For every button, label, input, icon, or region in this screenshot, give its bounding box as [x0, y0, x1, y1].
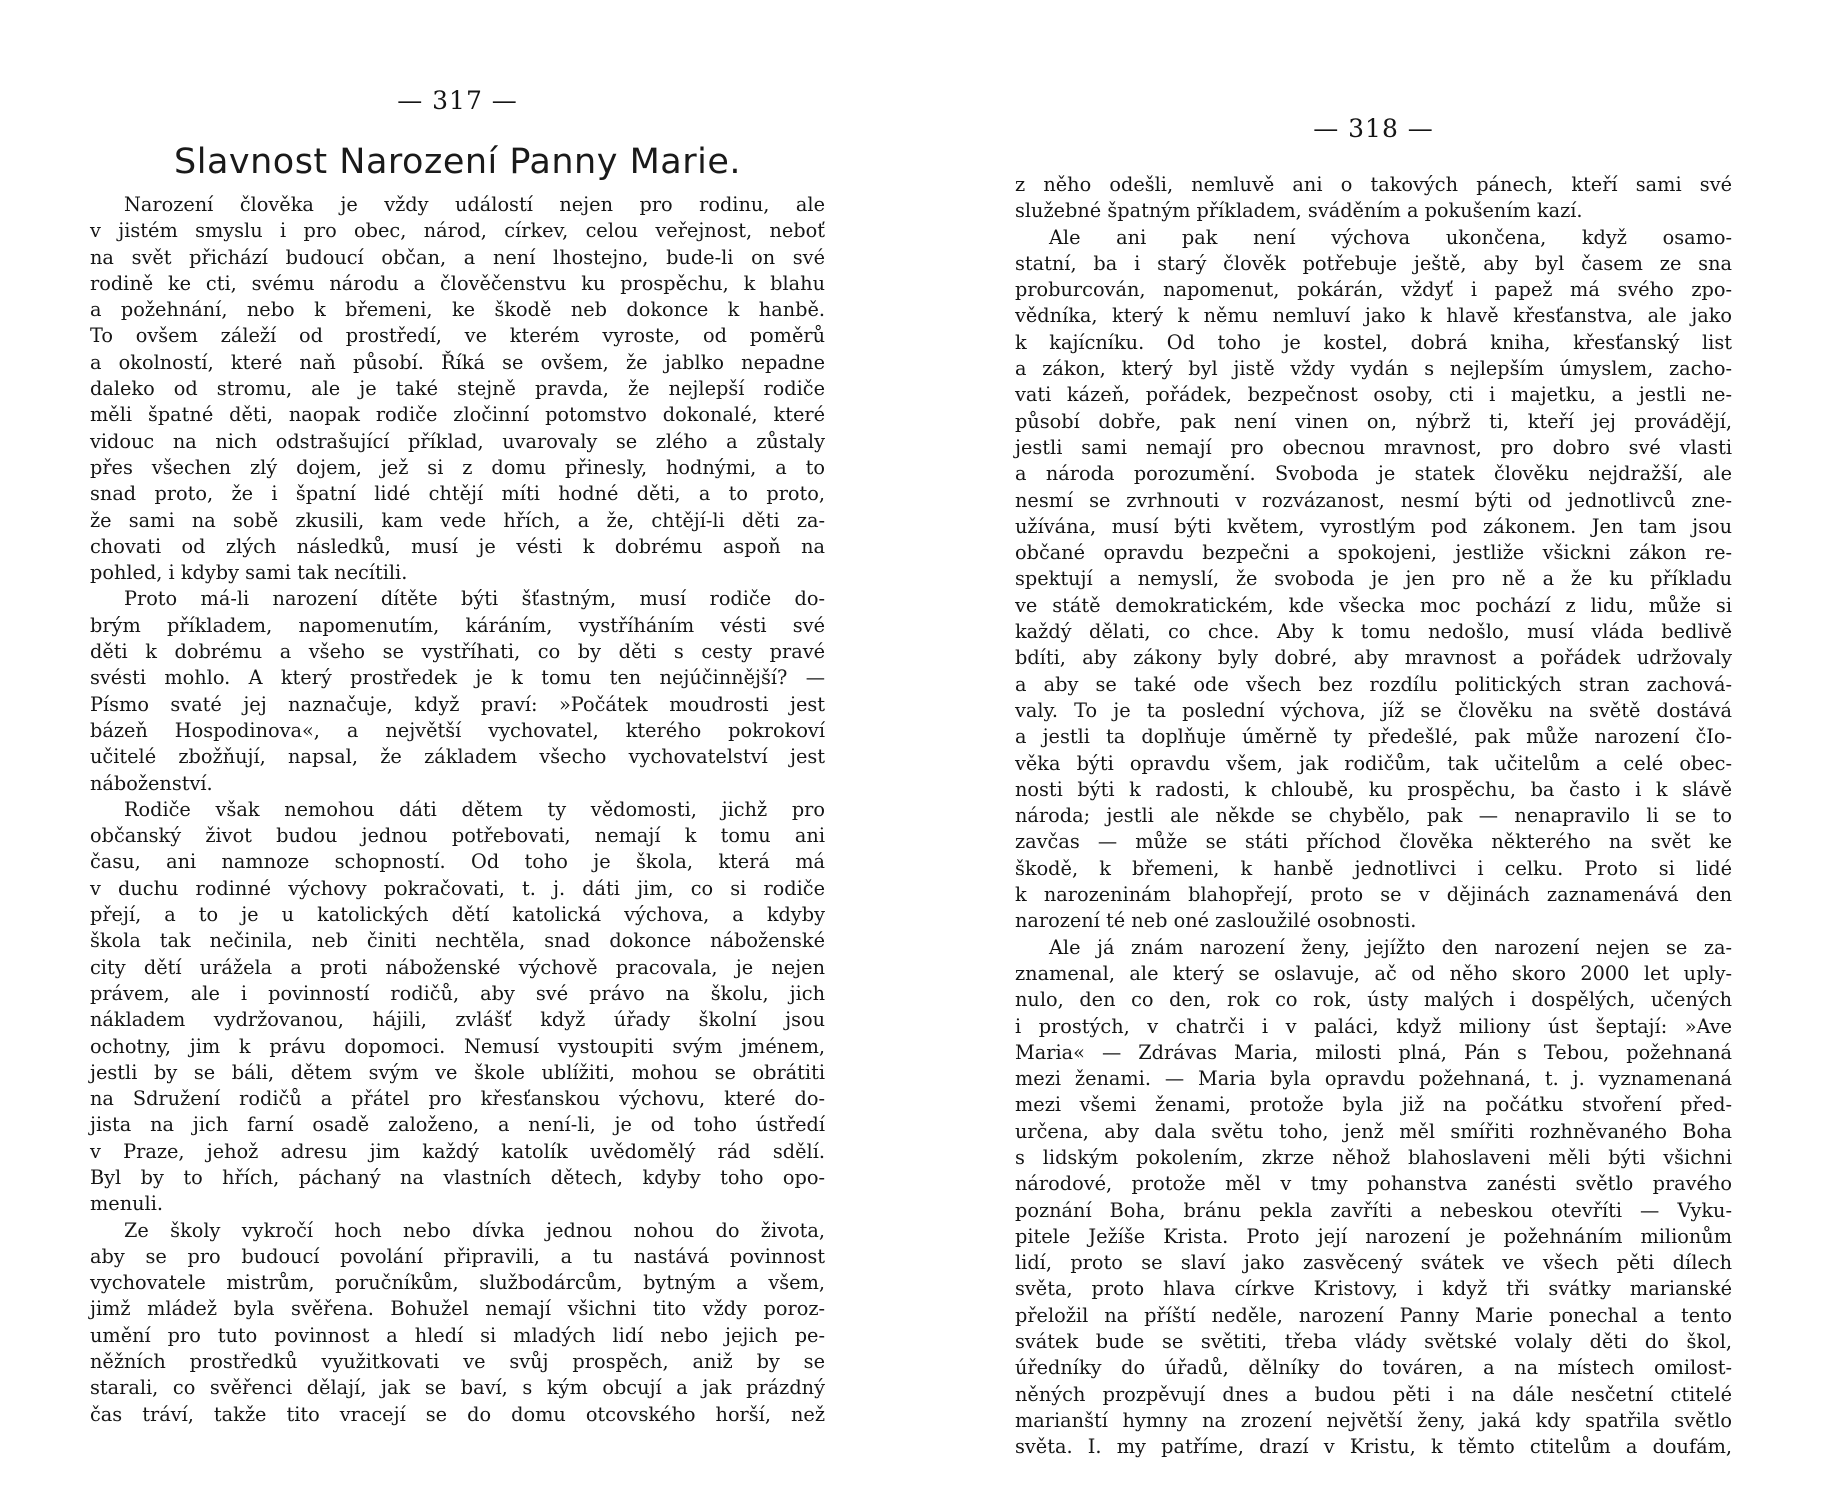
text-line: Ze školy vykročí hoch nebo dívka jednou nohou do života,	[124, 1218, 825, 1242]
text-line: a jestli ta doplňuje úměrně ty předešlé, pak může narození čIo-	[1015, 725, 1732, 749]
text-line: statní, ba i starý člověk potřebuje ještě, aby byl časem ze sna	[1015, 251, 1732, 275]
text-line: a národa porozumění. Svoboda je statek člověku nejdražší, ale	[1015, 462, 1732, 486]
text-line: vidouc na nich odstrašující příklad, uvarovaly se zlého a zůstaly	[90, 429, 825, 453]
right-page-text	[1015, 172, 1732, 1461]
text-line: v duchu rodinné výchovy pokračovati, t. j. dáti jim, co si rodiče	[90, 876, 825, 900]
text-line: na Sdružení rodičů a přátel pro křesťanskou výchovu, které do-	[90, 1087, 825, 1111]
text-line: zavčas — může se státi příchod člověka některého na svět ke	[1015, 830, 1732, 854]
text-line: čas tráví, takže tito vracejí se do domu otcovského horší, než	[90, 1402, 825, 1426]
text-line: a požehnání, nebo k břemeni, ke škodě neb dokonce k hanbě.	[90, 298, 825, 322]
text-line: Ale ani pak není výchova ukončena, když osamo-	[1049, 225, 1732, 249]
text-line: city dětí urážela a proti náboženské výchově pracovala, je nejen	[90, 955, 825, 979]
text-line: nulo, den co den, rok co rok, ústy malých i dospělých, učených	[1015, 988, 1732, 1012]
text-line: pitele Ježíše Krista. Proto její narození je požehnáním milionům	[1015, 1224, 1732, 1248]
text-line: na svět přichází budoucí občan, a není lhostejno, bude-li on své	[90, 245, 825, 269]
text-line: nosti býti k radosti, k chloubě, ku prospěchu, ba často i k slávě	[1015, 777, 1732, 801]
text-line: narození té neb oné zasloužilé osobnosti.	[1015, 909, 1417, 933]
text-line: úředníky do úřadů, dělníky do továren, a na místech omilost-	[1015, 1356, 1732, 1380]
text-line: snad proto, že i špatní lidé chtějí míti hodné děti, a to proto,	[90, 482, 825, 506]
text-line: bázeň Hospodinova«, a největší vychovatel, kterého pokrokoví	[90, 718, 825, 742]
text-line: vychovatele mistrům, poručníkům, službodárcům, bytným a všem,	[90, 1271, 825, 1295]
text-line: přes všechen zlý dojem, jež si z domu přinesly, hodnými, a to	[90, 455, 825, 479]
text-line: občané opravdu bezpečni a spokojeni, jestliže všickni zákon re-	[1015, 541, 1732, 565]
text-line: děti k dobrému a všeho se vystříhati, co by děti s cesty pravé	[90, 640, 825, 664]
text-line: mezi ženami. — Maria byla opravdu požehnaná, t. j. vyznamenaná	[1015, 1067, 1732, 1091]
text-line: nesmí se zvrhnouti v rozvázanost, nesmí býti od jednotlivců zne-	[1015, 488, 1732, 512]
text-line: jestli sami nemají pro obecnou mravnost, pro dobro své vlasti	[1015, 435, 1732, 459]
text-line: měli špatné děti, naopak rodiče zločinní potomstvo dokonalé, které	[90, 403, 825, 427]
text-line: vědníka, který k němu nemluví jako k hlavě křesťanstva, ale jako	[1015, 304, 1732, 328]
text-line: aby se pro budoucí povolání připravili, a tu nastává povinnost	[90, 1244, 825, 1268]
text-line: světa, proto hlava církve Kristovy, i když tři svátky marianské	[1015, 1277, 1732, 1301]
text-line: znamenal, ale který se oslavuje, ač od něho skoro 2000 let uply-	[1015, 961, 1732, 985]
text-line: přejí, a to je u katolických dětí katolická výchova, a kdyby	[90, 903, 825, 927]
text-line: Ale já znám narození ženy, jejížto den narození nejen se za-	[1049, 935, 1732, 959]
text-line: světa. I. my patříme, drazí v Kristu, k těmto ctitelům a doufám,	[1015, 1435, 1732, 1459]
text-line: nákladem vydržovanou, hájili, zvlášť když úřady školní jsou	[90, 1008, 825, 1032]
text-line: k kajícníku. Od toho je kostel, dobrá kniha, křesťanský list	[1015, 330, 1732, 354]
left-page-text	[90, 192, 825, 1428]
article-title: Slavnost Narození Panny Marie.	[174, 142, 741, 182]
text-line: národové, protože měl v tmy pohanstva zanésti světlo pravého	[1015, 1172, 1732, 1196]
text-line: z něho odešli, nemluvě ani o takových pánech, kteří sami své	[1015, 173, 1732, 196]
text-line: Narození člověka je vždy událostí nejen pro rodinu, ale	[124, 193, 825, 216]
page-number-left: — 317 —	[397, 86, 518, 115]
text-line: služebné špatným příkladem, sváděním a pokušením kazí.	[1015, 199, 1583, 223]
text-line: času, ani namnoze schopností. Od toho je škola, která má	[90, 850, 825, 874]
text-line: že sami na sobě zkusili, kam vede hřích, a že, chtějí-li děti za-	[90, 508, 825, 532]
text-line: každý dělati, co chce. Aby k tomu nedošlo, musí vláda bedlivě	[1015, 620, 1732, 644]
page-number-right: — 318 —	[1313, 114, 1434, 143]
text-line: spektují a nemyslí, že svoboda je jen pro ně a že ku příkladu	[1015, 567, 1732, 591]
text-line: věka býti opravdu všem, jak rodičům, tak učitelům a celé obec-	[1015, 751, 1732, 775]
text-line: i prostých, v chatrči i v paláci, když miliony úst šeptají: »Ave	[1015, 1014, 1732, 1038]
text-line: menuli.	[90, 1192, 163, 1216]
text-line: užívána, musí býti květem, vyrostlým pod zákonem. Jen tam jsou	[1015, 514, 1732, 538]
text-line: občanský život budou jednou potřebovati, nemají k tomu ani	[90, 824, 825, 848]
text-line: určena, aby dala světu toho, jenž měl smířiti rozhněvaného Boha	[1015, 1119, 1732, 1143]
text-line: v Praze, jehož adresu jim každý katolík uvědomělý rád sdělí.	[90, 1139, 825, 1163]
text-line: chovati od zlých následků, musí je vésti k dobrému aspoň na	[90, 534, 825, 558]
text-line: jista na jich farní osadě založeno, a není-li, je od toho ústředí	[90, 1113, 825, 1137]
text-line: a aby se také ode všech bez rozdílu politických stran zachová-	[1015, 672, 1732, 696]
text-line: Maria« — Zdrávas Maria, milosti plná, Pán s Tebou, požehnaná	[1015, 1040, 1732, 1064]
text-line: v jistém smyslu i pro obec, národ, církev, celou veřejnost, neboť	[90, 219, 825, 243]
text-line: vati kázeň, pořádek, bezpečnost osoby, cti i majetku, a jestli ne-	[1015, 383, 1732, 407]
text-line: Písmo svaté jej naznačuje, když praví: »Počátek moudrosti jest	[90, 692, 825, 716]
text-line: brým příkladem, napomenutím, káráním, vystříháním vésti své	[90, 613, 825, 637]
text-line: náboženství.	[90, 771, 213, 795]
text-line: rodině ke cti, svému národu a člověčenstvu ku prospěchu, k blahu	[90, 271, 825, 295]
text-line: mezi všemi ženami, protože byla již na počátku stvoření před-	[1015, 1093, 1732, 1117]
text-line: proburcován, napomenut, pokárán, vždyť i papež má svého zpo-	[1015, 278, 1732, 302]
text-line: valy. To je ta poslední výchova, jíž se člověku na světě dostává	[1015, 698, 1732, 722]
text-line: učitelé zbožňují, napsal, že základem všecho vychovatelství jest	[90, 745, 825, 769]
text-line: škodě, k břemeni, k hanbě jednotlivci i celku. Proto si lidé	[1015, 856, 1732, 880]
text-line: lidí, proto se slaví jako zasvěcený svátek ve všech pěti dílech	[1015, 1251, 1732, 1275]
text-line: starali, co svěřenci dělají, jak se baví, s kým obcují a jak prázdný	[90, 1376, 825, 1400]
text-line: Proto má-li narození dítěte býti šťastným, musí rodiče do-	[124, 587, 825, 611]
text-line: marianští hymny na zrození největší ženy, jaká kdy spatřila světlo	[1015, 1408, 1732, 1432]
text-line: s lidským pokolením, zkrze něhož blahoslaveni měli býti všichni	[1015, 1145, 1732, 1169]
text-line: bdíti, aby zákony byly dobré, aby mravnost a pořádek udržovaly	[1015, 646, 1732, 670]
text-line: To ovšem záleží od prostředí, ve kterém vyroste, od poměrů	[90, 324, 825, 348]
text-line: svátek bude se světiti, třeba vlády světské volaly děti do škol,	[1015, 1330, 1732, 1354]
text-line: ochotny, jim k právu dopomoci. Nemusí vystoupiti svým jménem,	[90, 1034, 825, 1058]
text-line: právem, ale i povinností rodičů, aby své právo na školu, jich	[90, 981, 825, 1005]
text-line: jestli by se báli, dětem svým ve škole ublížiti, mohou se obrátiti	[90, 1060, 825, 1084]
text-line: ve státě demokratickém, kde všecka moc pochází z lidu, může si	[1015, 593, 1732, 617]
text-line: daleko od stromu, ale je také stejně pravda, že nejlepší rodiče	[90, 377, 825, 401]
text-line: poznání Boha, bránu pekla zavříti a nebeskou otevříti — Vyku-	[1015, 1198, 1732, 1222]
text-line: svésti mohlo. A který prostředek je k tomu ten nejúčinnější? —	[90, 666, 825, 690]
text-line: jimž mládež byla svěřena. Bohužel nemají všichni tito vždy poroz-	[90, 1297, 825, 1321]
text-line: k narozeninám blahopřejí, proto se v dějinách zaznamenává den	[1015, 883, 1732, 907]
text-line: škola tak nečinila, neb činiti nechtěla, snad dokonce náboženské	[90, 929, 825, 953]
text-line: a zákon, který byl jistě vždy vydán s nejlepším úmyslem, zacho-	[1015, 357, 1732, 381]
right-page	[1015, 0, 1732, 1461]
text-line: Rodiče však nemohou dáti dětem ty vědomosti, jichž pro	[124, 797, 825, 821]
text-line: Byl by to hřích, páchaný na vlastních dětech, kdyby toho opo-	[90, 1165, 825, 1189]
text-line: něných prozpěvují dnes a budou pěti i na dále nesčetní ctitelé	[1015, 1382, 1732, 1406]
text-line: něžních prostředků využitkovati ve svůj prospěch, aniž by se	[90, 1350, 825, 1374]
text-line: pohled, i kdyby sami tak necítili.	[90, 561, 408, 585]
text-line: národa; jestli ale někde se chybělo, pak — nenapravilo li se to	[1015, 804, 1732, 828]
text-line: umění pro tuto povinnost a hledí si mladých lidí nebo jejich pe-	[90, 1323, 825, 1347]
text-line: působí dobře, pak není vinen on, nýbrž ti, kteří jej provádějí,	[1015, 409, 1732, 433]
text-line: přeložil na příští neděle, narození Panny Marie ponechal a tento	[1015, 1303, 1732, 1327]
left-page	[90, 0, 825, 1428]
text-line: a okolností, které naň působí. Říká se ovšem, že jablko nepadne	[90, 350, 825, 374]
